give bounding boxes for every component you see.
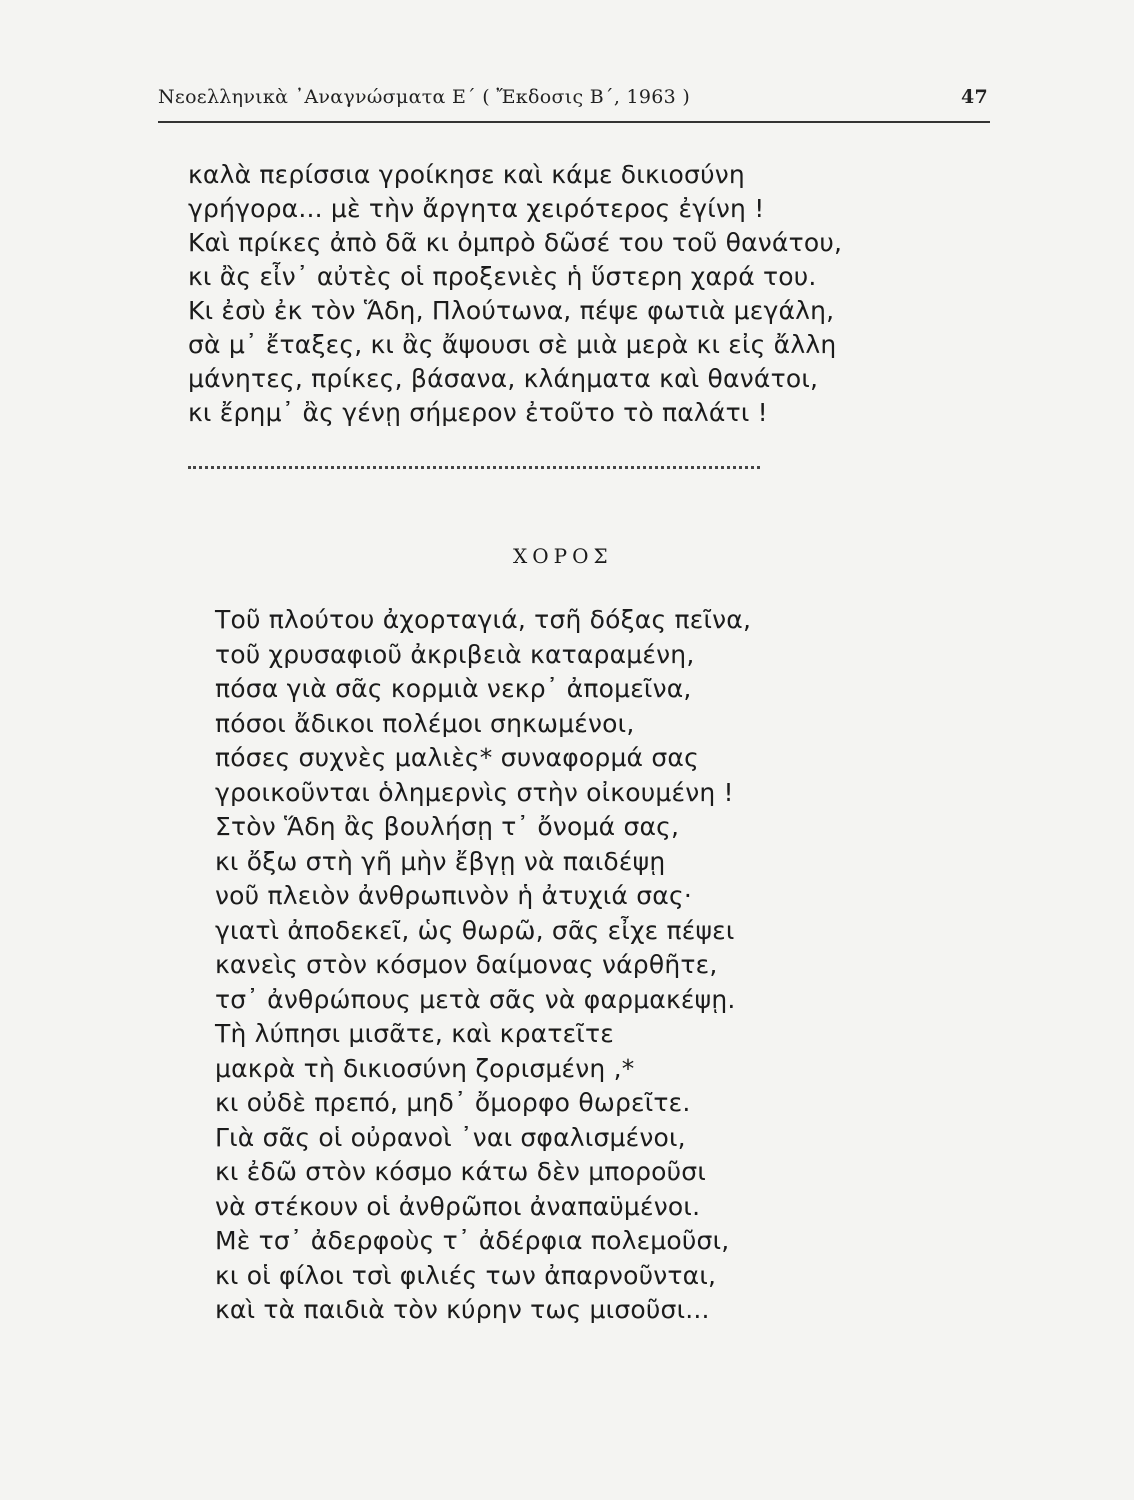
chorus-line: Μὲ τσ᾿ ἀδερφοὺς τ᾿ ἀδέρφια πολεμοῦσι, [215,1226,730,1255]
chorus-line: πόσοι ἄδικοι πολέμοι σηκωμένοι, [215,708,635,738]
chorus-line: Στὸν Ἅδη ἂς βουλήσῃ τ᾿ ὄνομά σας, [215,812,680,841]
chorus-line: νὰ στέκουν οἱ ἀνθρῶποι ἀναπαϋμένοι. [215,1191,701,1221]
verse-block [188,158,988,430]
chorus-line: πόσες συχνὲς μαλιὲς* συναφορμά σας [215,743,699,772]
chorus-line: νοῦ πλειὸν ἀνθρωπινὸν ἡ ἀτυχιά σας· [215,881,692,910]
verse-line: γρήγορα... μὲ τὴν ἄργητα χειρότερος ἐγίνη ! [188,194,765,223]
verse-line: μάνητες, πρίκες, βάσανα, κλάηματα καὶ θανάτοι, [188,364,819,393]
ellipsis-divider [188,456,760,469]
chorus-line: τοῦ χρυσαφιοῦ ἀκριβειὰ καταραμένη, [215,639,695,669]
chorus-line: Τὴ λύπησι μισᾶτε, καὶ κρατεῖτε [215,1019,614,1048]
chorus-line: Τοῦ πλούτου ἀχορταγιά, τσῆ δόξας πεῖνα, [215,605,752,634]
verse-line: Καὶ πρίκες ἀπὸ δᾶ κι ὀμπρὸ δῶσέ του τοῦ θανάτου, [188,228,843,257]
verse-line: καλὰ περίσσια γροίκησε καὶ κάμε δικιοσύνη [188,160,745,189]
chorus-line: πόσα γιὰ σᾶς κορμιὰ νεκρ᾿ ἀπομεῖνα, [215,674,692,703]
verse-line: Κι ἐσὺ ἐκ τὸν Ἅδη, Πλούτωνα, πέψε φωτιὰ μεγάλη, [188,296,835,325]
chorus-line: κι ἐδῶ στὸν κόσμο κάτω δὲν μποροῦσι [215,1157,707,1186]
chorus-line: μακρὰ τὴ δικιοσύνη ζορισμένη ,* [215,1053,635,1083]
running-title: Νεοελληνικὰ ᾿Αναγνώσματα Ε΄ ( Ἔκδοσις Β΄, 1963 ) [158,86,691,108]
chorus-title: ΧΟΡΟΣ [513,544,613,568]
chorus-block [215,603,975,1328]
verse-line: κι ἔρημ᾿ ἂς γένῃ σήμερον ἐτοῦτο τὸ παλάτι ! [188,398,768,427]
verse-line: κι ἂς εἶν᾿ αὐτὲς οἱ προξενιὲς ἡ ὕστερη χαρά του. [188,262,817,291]
chorus-line: γροικοῦνται ὁλημερνὶς στὴν οἰκουμένη ! [215,777,734,807]
page-number: 47 [960,86,988,108]
chorus-line: τσ᾿ ἀνθρώπους μετὰ σᾶς νὰ φαρμακέψῃ. [215,984,736,1014]
chorus-line: κανεὶς στὸν κόσμον δαίμονας νάρθῆτε, [215,950,718,979]
running-header [158,86,988,108]
chorus-line: καὶ τὰ παιδιὰ τὸν κύρην τως μισοῦσι... [215,1295,710,1324]
chorus-line: κι οἱ φίλοι τσὶ φιλιές των ἀπαρνοῦνται, [215,1260,717,1290]
chorus-line: κι οὐδὲ πρεπό, μηδ᾿ ὄμορφο θωρεῖτε. [215,1088,691,1117]
verse-line: σὰ μ᾿ ἔταξες, κι ἂς ἄψουσι σὲ μιὰ μερὰ κι εἰς ἄλλη [188,330,837,359]
chorus-line: Γιὰ σᾶς οἱ οὐρανοὶ ᾿ναι σφαλισμένοι, [215,1122,686,1152]
header-rule [158,121,990,123]
chorus-line: γιατὶ ἀποδεκεῖ, ὡς θωρῶ, σᾶς εἶχε πέψει [215,915,735,945]
chorus-line: κι ὄξω στὴ γῆ μὴν ἔβγῃ νὰ παιδέψῃ [215,846,666,876]
